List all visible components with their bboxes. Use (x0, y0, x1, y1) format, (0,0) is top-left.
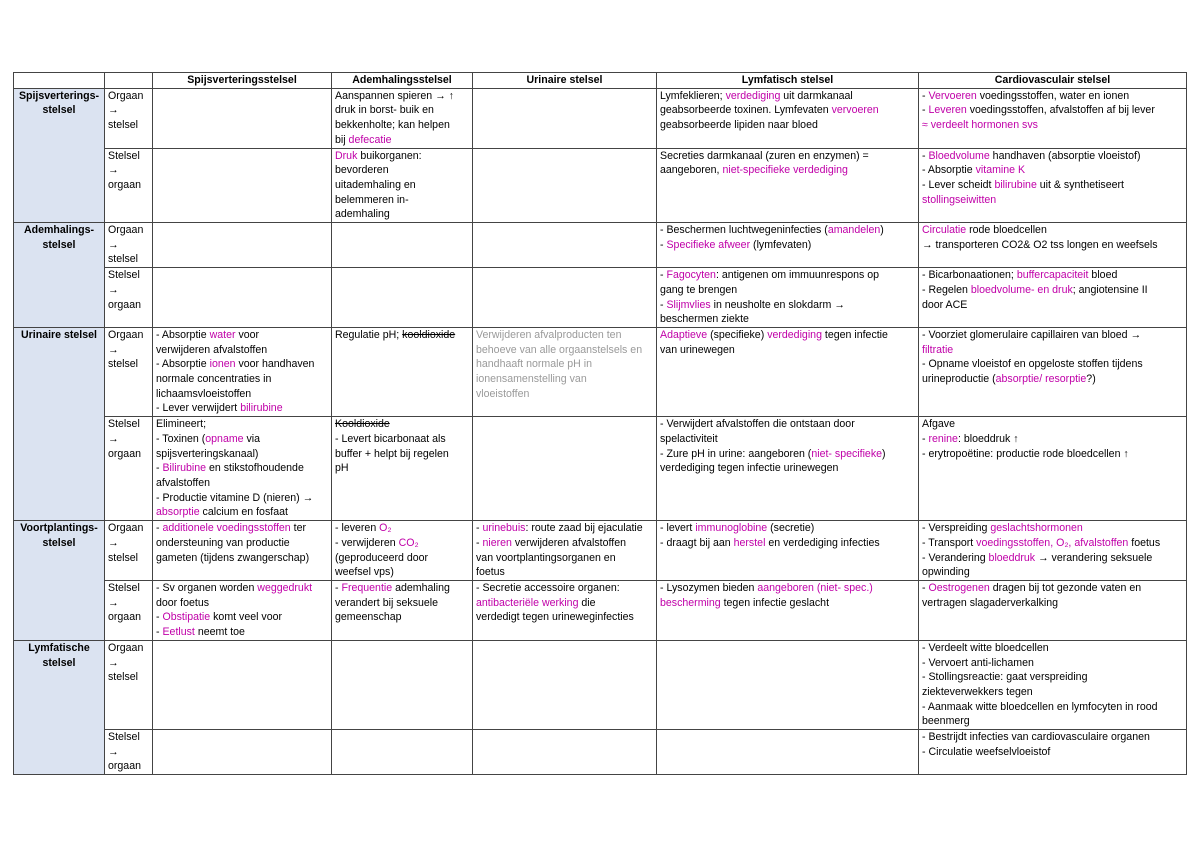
table-cell: - Bicarbonaationen; buffercapaciteit bloed - Regelen bloedvolume- en druk; angiotensine II door ACE (919, 268, 1187, 328)
table-row (14, 417, 1187, 521)
table-cell: - Verdeelt witte bloedcellen - Vervoert anti-lichamen - Stollingsreactie: gaat verspreiding ziekteverwekkers tegen - Aanmaak witte bloedcellen en lymfocyten in rood beenmerg (919, 640, 1187, 729)
row-header: Voortplantings- stelsel (14, 521, 105, 641)
sub-label-organ: Orgaan → stelsel (105, 327, 153, 416)
table-cell (657, 730, 919, 775)
header-row (14, 73, 1187, 89)
table-cell: - Bestrijdt infecties van cardiovasculaire organen - Circulatie weefselvloeistof (919, 730, 1187, 775)
table-cell: - Vervoeren voedingsstoffen, water en ionen - Leveren voedingsstoffen, afvalstoffen af bij lever ≈ verdeelt hormonen svs (919, 88, 1187, 148)
table-row (14, 88, 1187, 148)
col-header: Lymfatisch stelsel (657, 73, 919, 89)
col-header: Cardiovasculair stelsel (919, 73, 1187, 89)
row-header: Spijsverterings- stelsel (14, 88, 105, 222)
table-cell: - Bloedvolume handhaven (absorptie vloeistof) - Absorptie vitamine K - Lever scheidt bilirubine uit & synthetiseert stollingseiwitten (919, 148, 1187, 223)
table-cell (332, 640, 473, 729)
table-cell (153, 223, 332, 268)
table-cell: - Absorptie water voor verwijderen afvalstoffen - Absorptie ionen voor handhaven normale concentraties in lichaamsvloeistoffen - Lever verwijdert bilirubine (153, 327, 332, 416)
sub-label-organ: Orgaan → stelsel (105, 88, 153, 148)
table-cell (473, 417, 657, 521)
table-cell (153, 640, 332, 729)
sub-label-system: Stelsel → orgaan (105, 580, 153, 640)
table-cell: - Verwijdert afvalstoffen die ontstaan door spelactiviteit - Zure pH in urine: aangeboren (niet- specifieke) verdediging tegen infectie urinewegen (657, 417, 919, 521)
col-header: Ademhalingsstelsel (332, 73, 473, 89)
table-cell: - Oestrogenen dragen bij tot gezonde vaten en vertragen slagaderverkalking (919, 580, 1187, 640)
table-row (14, 521, 1187, 581)
table-cell: - Beschermen luchtwegeninfecties (amandelen) - Specifieke afweer (lymfevaten) (657, 223, 919, 268)
table-cell (657, 640, 919, 729)
table-cell (153, 148, 332, 223)
table-cell: Regulatie pH; kooldioxide (332, 327, 473, 416)
table-cell: Lymfeklieren; verdediging uit darmkanaal geabsorbeerde toxinen. Lymfevaten vervoeren geabsorbeerde lipiden naar bloed (657, 88, 919, 148)
table-row (14, 730, 1187, 775)
table-cell: Secreties darmkanaal (zuren en enzymen) = aangeboren, niet-specifieke verdediging (657, 148, 919, 223)
table-row (14, 580, 1187, 640)
table-row (14, 223, 1187, 268)
table-cell: Afgave - renine: bloeddruk ↑ - erytropoëtine: productie rode bloedcellen ↑ (919, 417, 1187, 521)
table-cell: Kooldioxide - Levert bicarbonaat als buffer + helpt bij regelen pH (332, 417, 473, 521)
sub-label-system: Stelsel → orgaan (105, 268, 153, 328)
comparison-table (13, 72, 1187, 775)
table-cell: - Lysozymen bieden aangeboren (niet- spec.) bescherming tegen infectie geslacht (657, 580, 919, 640)
table-row (14, 268, 1187, 328)
table-cell: Adaptieve (specifieke) verdediging tegen infectie van urinewegen (657, 327, 919, 416)
table-cell (473, 640, 657, 729)
table-cell: - Sv organen worden weggedrukt door foetus - Obstipatie komt veel voor - Eetlust neemt toe (153, 580, 332, 640)
sub-label-system: Stelsel → orgaan (105, 148, 153, 223)
table-row (14, 327, 1187, 416)
table-cell: Circulatie rode bloedcellen → transporteren CO2& O2 tss longen en weefsels (919, 223, 1187, 268)
table-cell: - Verspreiding geslachtshormonen - Transport voedingsstoffen, O₂, afvalstoffen foetus - Verandering bloeddruk → verandering seksuele opwinding (919, 521, 1187, 581)
table-cell (473, 730, 657, 775)
table-cell (473, 223, 657, 268)
table-cell: - leveren O₂ - verwijderen CO₂ (geproduceerd door weefsel vps) (332, 521, 473, 581)
table-row (14, 640, 1187, 729)
table-cell (473, 88, 657, 148)
table-cell (153, 88, 332, 148)
col-header: Urinaire stelsel (473, 73, 657, 89)
corner-cell-sub (105, 73, 153, 89)
corner-cell (14, 73, 105, 89)
sub-label-system: Stelsel → orgaan (105, 730, 153, 775)
col-header: Spijsverteringsstelsel (153, 73, 332, 89)
table-cell: - Voorziet glomerulaire capillairen van bloed → filtratie - Opname vloeistof en opgeloste stoffen tijdens urineproductie (absorptie/ resorptie?) (919, 327, 1187, 416)
table-cell: - Fagocyten: antigenen om immuunrespons op gang te brengen - Slijmvlies in neusholte en slokdarm → beschermen ziekte (657, 268, 919, 328)
table-cell: - Frequentie ademhaling verandert bij seksuele gemeenschap (332, 580, 473, 640)
table-cell (332, 223, 473, 268)
row-header: Urinaire stelsel (14, 327, 105, 520)
table-cell: Verwijderen afvalproducten ten behoeve van alle orgaanstelsels en handhaaft normale pH in ionensamenstelling van vloeistoffen (473, 327, 657, 416)
table-cell (153, 268, 332, 328)
row-header: Lymfatische stelsel (14, 640, 105, 774)
table-cell: - levert immunoglobine (secretie) - draagt bij aan herstel en verdediging infecties (657, 521, 919, 581)
sub-label-organ: Orgaan → stelsel (105, 223, 153, 268)
table-cell: - urinebuis: route zaad bij ejaculatie - nieren verwijderen afvalstoffen van voortplantingsorganen en foetus (473, 521, 657, 581)
table-cell (473, 268, 657, 328)
row-header: Ademhalings- stelsel (14, 223, 105, 328)
table-row (14, 148, 1187, 223)
table-cell: Elimineert; - Toxinen (opname via spijsverteringskanaal) - Bilirubine en stikstofhoudende afvalstoffen - Productie vitamine D (nieren) → absorptie calcium en fosfaat (153, 417, 332, 521)
table-cell: Aanspannen spieren → ↑ druk in borst- buik en bekkenholte; kan helpen bij defecatie (332, 88, 473, 148)
table-cell (473, 148, 657, 223)
table-cell: Druk buikorganen: bevorderen uitademhaling en belemmeren in- ademhaling (332, 148, 473, 223)
table-cell (332, 268, 473, 328)
sub-label-organ: Orgaan → stelsel (105, 640, 153, 729)
table-cell: - Secretie accessoire organen: antibacteriële werking die verdedigt tegen urineweginfecties (473, 580, 657, 640)
sub-label-system: Stelsel → orgaan (105, 417, 153, 521)
table-cell: - additionele voedingsstoffen ter ondersteuning van productie gameten (tijdens zwangerschap) (153, 521, 332, 581)
table-cell (332, 730, 473, 775)
sub-label-organ: Orgaan → stelsel (105, 521, 153, 581)
table-cell (153, 730, 332, 775)
